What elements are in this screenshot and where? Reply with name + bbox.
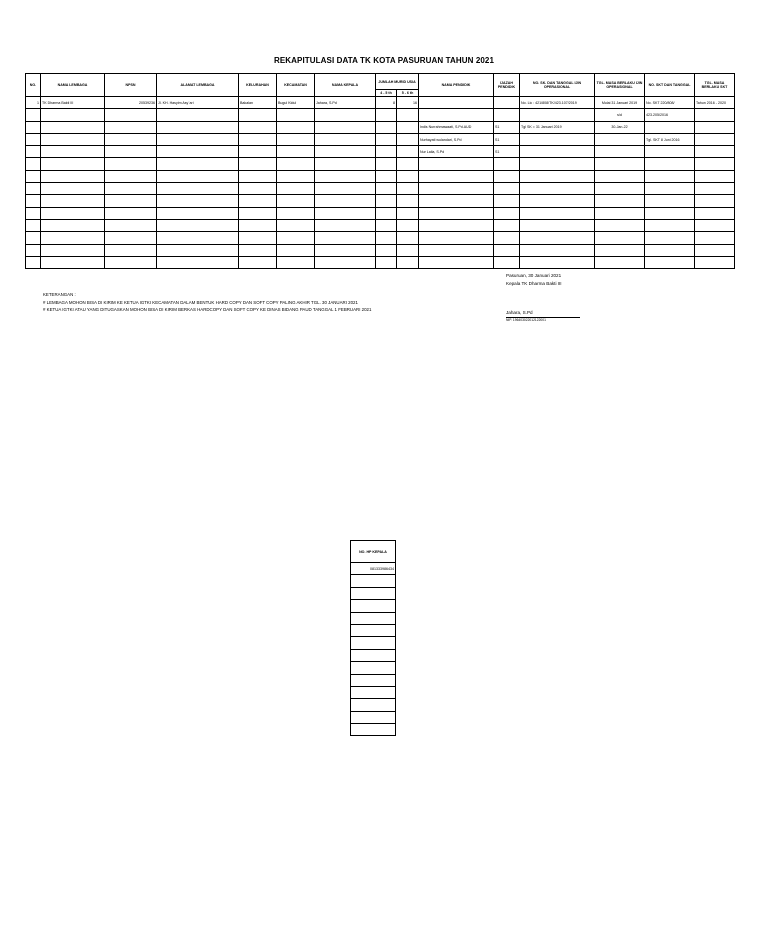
table-row — [26, 244, 735, 256]
cell-tglskt — [695, 256, 735, 268]
hp-cell — [351, 600, 396, 612]
hp-row — [351, 575, 396, 587]
cell-alamat — [157, 170, 239, 182]
cell-lembaga — [41, 244, 105, 256]
cell-a: 8 — [376, 97, 397, 109]
cell-lembaga — [41, 183, 105, 195]
cell-b — [397, 146, 419, 158]
table-row — [26, 121, 735, 133]
table-row — [26, 195, 735, 207]
cell-npsn — [105, 158, 157, 170]
cell-pendidik: Nurhayati wulandari, S.Pd — [419, 133, 494, 145]
cell-no — [26, 133, 41, 145]
cell-kelurahan — [239, 244, 277, 256]
cell-kepala — [315, 256, 376, 268]
cell-pendidik — [419, 256, 494, 268]
cell-ijazah — [494, 195, 520, 207]
cell-ijazah — [494, 232, 520, 244]
cell-lembaga — [41, 207, 105, 219]
cell-b — [397, 183, 419, 195]
cell-sk — [520, 219, 595, 231]
cell-ijazah — [494, 207, 520, 219]
cell-a — [376, 121, 397, 133]
cell-ijazah — [494, 170, 520, 182]
cell-sk — [520, 146, 595, 158]
table-row — [26, 109, 735, 121]
hp-table — [350, 540, 396, 736]
hp-cell — [351, 575, 396, 587]
cell-tglskt — [695, 146, 735, 158]
cell-a — [376, 133, 397, 145]
cell-skt — [645, 256, 695, 268]
cell-kecamatan — [277, 207, 315, 219]
cell-kecamatan: Bugul Kidul — [277, 97, 315, 109]
cell-ijazah — [494, 244, 520, 256]
cell-no — [26, 207, 41, 219]
cell-tglskt — [695, 158, 735, 170]
cell-kelurahan — [239, 158, 277, 170]
cell-kepala — [315, 207, 376, 219]
header-tgl-skt: TGL. MASA BERLAKU SKT — [695, 74, 735, 97]
cell-npsn — [105, 133, 157, 145]
cell-kelurahan — [239, 219, 277, 231]
cell-alamat — [157, 207, 239, 219]
cell-a — [376, 244, 397, 256]
cell-tglskt — [695, 219, 735, 231]
cell-masa — [595, 158, 645, 170]
cell-npsn: 20539236 — [105, 97, 157, 109]
cell-kelurahan — [239, 232, 277, 244]
cell-lembaga — [41, 109, 105, 121]
cell-sk — [520, 232, 595, 244]
cell-no — [26, 109, 41, 121]
cell-a — [376, 256, 397, 268]
cell-ijazah — [494, 109, 520, 121]
cell-kecamatan — [277, 219, 315, 231]
header-kelurahan: KELURAHAN — [239, 74, 277, 97]
cell-alamat — [157, 183, 239, 195]
header-kecamatan: KECAMATAN — [277, 74, 315, 97]
cell-no — [26, 195, 41, 207]
cell-no — [26, 158, 41, 170]
cell-sk: No. Lic : 421/808/TK/423.107/2019 — [520, 97, 595, 109]
cell-b — [397, 256, 419, 268]
signature-nip: NIP. 196403022012122001 — [506, 317, 546, 322]
cell-alamat — [157, 256, 239, 268]
cell-tglskt — [695, 121, 735, 133]
cell-npsn — [105, 195, 157, 207]
cell-lembaga: TK Dharma Bakti III — [41, 97, 105, 109]
cell-npsn — [105, 121, 157, 133]
cell-ijazah — [494, 219, 520, 231]
cell-a — [376, 207, 397, 219]
cell-no: 1 — [26, 97, 41, 109]
hp-row — [351, 637, 396, 649]
cell-npsn — [105, 109, 157, 121]
cell-lembaga — [41, 256, 105, 268]
cell-lembaga — [41, 170, 105, 182]
cell-kelurahan — [239, 256, 277, 268]
hp-row — [351, 711, 396, 723]
signature-position: Kepala TK Dharma Bakti III — [506, 280, 562, 286]
cell-masa: Mulai 31 Januari 2019 — [595, 97, 645, 109]
cell-sk — [520, 133, 595, 145]
cell-kecamatan — [277, 256, 315, 268]
cell-skt — [645, 207, 695, 219]
hp-row — [351, 662, 396, 674]
cell-a — [376, 170, 397, 182]
table-row — [26, 183, 735, 195]
cell-masa: s/d — [595, 109, 645, 121]
table-row — [26, 256, 735, 268]
hp-cell — [351, 637, 396, 649]
cell-masa: 30-Jan-22 — [595, 121, 645, 133]
hp-cell — [351, 662, 396, 674]
cell-b — [397, 244, 419, 256]
cell-pendidik — [419, 109, 494, 121]
cell-alamat — [157, 109, 239, 121]
cell-kelurahan: Bakalan — [239, 97, 277, 109]
cell-sk — [520, 109, 595, 121]
cell-npsn — [105, 183, 157, 195]
cell-pendidik — [419, 158, 494, 170]
signature-name: Jahara, S.Pd — [506, 309, 580, 318]
cell-no — [26, 146, 41, 158]
cell-skt: Tgl. SKT 8 Juni 2016 — [645, 133, 695, 145]
cell-masa — [595, 207, 645, 219]
signature-block — [506, 272, 580, 323]
header-nama-pendidik: NAMA PENDIDIK — [419, 74, 494, 97]
cell-masa — [595, 195, 645, 207]
header-no: NO. — [26, 74, 41, 97]
hp-cell — [351, 624, 396, 636]
cell-masa — [595, 133, 645, 145]
cell-kecamatan — [277, 232, 315, 244]
cell-ijazah — [494, 183, 520, 195]
notes-section — [43, 291, 371, 314]
hp-row — [351, 563, 396, 575]
cell-kelurahan — [239, 207, 277, 219]
cell-alamat — [157, 244, 239, 256]
table-row — [26, 146, 735, 158]
cell-kepala — [315, 183, 376, 195]
header-nama-lembaga: NAMA LEMBAGA — [41, 74, 105, 97]
cell-pendidik — [419, 195, 494, 207]
cell-masa — [595, 219, 645, 231]
cell-a — [376, 183, 397, 195]
hp-cell — [351, 724, 396, 736]
cell-skt — [645, 244, 695, 256]
cell-pendidik — [419, 232, 494, 244]
cell-no — [26, 170, 41, 182]
cell-npsn — [105, 207, 157, 219]
cell-npsn — [105, 232, 157, 244]
cell-npsn — [105, 219, 157, 231]
header-usia-4-5: 4 - 5 th — [376, 90, 397, 97]
cell-pendidik — [419, 170, 494, 182]
cell-b — [397, 232, 419, 244]
hp-cell — [351, 711, 396, 723]
cell-kepala: Jahara, S.Pd — [315, 97, 376, 109]
table-row — [26, 207, 735, 219]
cell-tglskt — [695, 232, 735, 244]
cell-npsn — [105, 256, 157, 268]
hp-cell — [351, 699, 396, 711]
page-title: REKAPITULASI DATA TK KOTA PASURUAN TAHUN 2021 — [273, 56, 495, 65]
cell-kelurahan — [239, 170, 277, 182]
header-usia-5-6: 5 - 6 th — [397, 90, 419, 97]
cell-kecamatan — [277, 158, 315, 170]
header-jumlah-murid: JUMLAH MURID USIA — [376, 74, 419, 90]
cell-tglskt: Tahun 2016 - 2020 — [695, 97, 735, 109]
cell-skt — [645, 183, 695, 195]
cell-alamat — [157, 133, 239, 145]
header-no-skt: NO. SKT DAN TANGGAL — [645, 74, 695, 97]
cell-kepala — [315, 121, 376, 133]
hp-row — [351, 649, 396, 661]
cell-sk — [520, 158, 595, 170]
cell-lembaga — [41, 195, 105, 207]
cell-b: 16 — [397, 97, 419, 109]
cell-tglskt — [695, 133, 735, 145]
cell-no — [26, 121, 41, 133]
cell-b — [397, 121, 419, 133]
cell-kepala — [315, 195, 376, 207]
header-ijazah: IJAZAH PENDIDIK — [494, 74, 520, 97]
hp-row — [351, 699, 396, 711]
cell-kelurahan — [239, 146, 277, 158]
table-row — [26, 170, 735, 182]
hp-row — [351, 624, 396, 636]
cell-b — [397, 109, 419, 121]
cell-npsn — [105, 170, 157, 182]
cell-alamat — [157, 158, 239, 170]
cell-ijazah — [494, 158, 520, 170]
notes-label: KETERANGAN : — [43, 292, 76, 297]
cell-a — [376, 146, 397, 158]
cell-masa — [595, 183, 645, 195]
cell-alamat — [157, 232, 239, 244]
cell-b — [397, 207, 419, 219]
cell-sk — [520, 207, 595, 219]
header-nama-kepala: NAMA KEPALA — [315, 74, 376, 97]
hp-row — [351, 674, 396, 686]
signature-place-date: Pasuruan, 30 Januari 2021 — [506, 273, 562, 278]
cell-masa — [595, 170, 645, 182]
cell-kelurahan — [239, 121, 277, 133]
cell-masa — [595, 256, 645, 268]
hp-cell — [351, 612, 396, 624]
hp-row — [351, 587, 396, 599]
cell-no — [26, 219, 41, 231]
cell-no — [26, 244, 41, 256]
cell-pendidik — [419, 183, 494, 195]
cell-lembaga — [41, 121, 105, 133]
hp-header: NO. HP KEPALA — [351, 541, 396, 563]
cell-tglskt — [695, 183, 735, 195]
cell-skt: 423.205/2016 — [645, 109, 695, 121]
cell-kecamatan — [277, 121, 315, 133]
cell-lembaga — [41, 158, 105, 170]
cell-ijazah: S1 — [494, 133, 520, 145]
cell-kecamatan — [277, 183, 315, 195]
cell-pendidik — [419, 244, 494, 256]
cell-tglskt — [695, 195, 735, 207]
cell-pendidik — [419, 207, 494, 219]
cell-tglskt — [695, 109, 735, 121]
cell-lembaga — [41, 146, 105, 158]
cell-kepala — [315, 109, 376, 121]
header-tgl-masa: TGL. MASA BERLAKU IJIN OPERASIONAL — [595, 74, 645, 97]
cell-kecamatan — [277, 133, 315, 145]
cell-pendidik: Nur Laila, S.Pd — [419, 146, 494, 158]
hp-cell — [351, 686, 396, 698]
cell-kelurahan — [239, 195, 277, 207]
header-alamat: ALAMAT LEMBAGA — [157, 74, 239, 97]
cell-kelurahan — [239, 183, 277, 195]
cell-skt — [645, 121, 695, 133]
hp-cell — [351, 649, 396, 661]
cell-kecamatan — [277, 170, 315, 182]
notes-line-1: # LEMBAGA MOHON BISA DI KIRIM KE KETUA IGTKI KECAMATAN DALAM BENTUK HARD COPY DAN SOFT COPY PALING AKHIR TGL. 30 JANUARI 2021 — [43, 299, 358, 305]
cell-alamat — [157, 121, 239, 133]
cell-kecamatan — [277, 244, 315, 256]
cell-skt: No. SKT 220/808/ — [645, 97, 695, 109]
cell-tglskt — [695, 170, 735, 182]
cell-sk — [520, 195, 595, 207]
hp-row — [351, 724, 396, 736]
cell-ijazah: S1 — [494, 146, 520, 158]
cell-alamat: Jl. KH. Hasyim Asy`ari — [157, 97, 239, 109]
cell-sk — [520, 183, 595, 195]
cell-masa — [595, 146, 645, 158]
cell-alamat — [157, 146, 239, 158]
cell-b — [397, 158, 419, 170]
cell-pendidik: Indis Nurrahmawaati, S.Pd.AUD — [419, 121, 494, 133]
cell-kelurahan — [239, 133, 277, 145]
cell-b — [397, 195, 419, 207]
cell-a — [376, 232, 397, 244]
cell-skt — [645, 232, 695, 244]
table-row — [26, 158, 735, 170]
cell-kelurahan — [239, 109, 277, 121]
cell-skt — [645, 219, 695, 231]
cell-b — [397, 219, 419, 231]
cell-no — [26, 183, 41, 195]
cell-pendidik — [419, 97, 494, 109]
cell-ijazah — [494, 256, 520, 268]
cell-sk — [520, 244, 595, 256]
cell-kecamatan — [277, 109, 315, 121]
recap-table — [25, 73, 735, 269]
table-row — [26, 232, 735, 244]
cell-sk: Tgl SK = 31 Januari 2019 — [520, 121, 595, 133]
cell-a — [376, 195, 397, 207]
hp-row — [351, 600, 396, 612]
cell-alamat — [157, 195, 239, 207]
cell-kepala — [315, 146, 376, 158]
notes-line-2: # KETUA IGTKI ATAU YANG DITUGASKAN MOHON BISA DI KIRIM BERKAS HARDCOPY DAN SOFT COPY KE DINAS BIDANG PAUD TANGGAL 1 FEBRUARI 2021 — [43, 307, 372, 312]
cell-skt — [645, 158, 695, 170]
table-row — [26, 133, 735, 145]
cell-kepala — [315, 244, 376, 256]
cell-kepala — [315, 158, 376, 170]
cell-kepala — [315, 133, 376, 145]
cell-kepala — [315, 232, 376, 244]
cell-lembaga — [41, 232, 105, 244]
cell-sk — [520, 170, 595, 182]
cell-lembaga — [41, 133, 105, 145]
cell-a — [376, 109, 397, 121]
cell-b — [397, 133, 419, 145]
cell-kecamatan — [277, 195, 315, 207]
cell-a — [376, 158, 397, 170]
hp-cell — [351, 674, 396, 686]
header-no-sk: NO. SK. DAN TANGGAL IJIN OPERASIONAL — [520, 74, 595, 97]
cell-a — [376, 219, 397, 231]
table-row — [26, 219, 735, 231]
cell-no — [26, 256, 41, 268]
cell-npsn — [105, 244, 157, 256]
cell-ijazah — [494, 97, 520, 109]
cell-sk — [520, 256, 595, 268]
cell-kecamatan — [277, 146, 315, 158]
cell-npsn — [105, 146, 157, 158]
cell-b — [397, 170, 419, 182]
cell-tglskt — [695, 207, 735, 219]
cell-pendidik — [419, 219, 494, 231]
header-npsn: NPSN — [105, 74, 157, 97]
cell-skt — [645, 170, 695, 182]
hp-row — [351, 612, 396, 624]
cell-kepala — [315, 219, 376, 231]
hp-cell — [351, 587, 396, 599]
cell-alamat — [157, 219, 239, 231]
cell-masa — [595, 244, 645, 256]
cell-masa — [595, 232, 645, 244]
cell-kepala — [315, 170, 376, 182]
cell-skt — [645, 146, 695, 158]
cell-tglskt — [695, 244, 735, 256]
cell-lembaga — [41, 219, 105, 231]
cell-ijazah: S1 — [494, 121, 520, 133]
hp-cell: 081333986434 — [351, 563, 396, 575]
table-row — [26, 97, 735, 109]
hp-row — [351, 686, 396, 698]
cell-no — [26, 232, 41, 244]
cell-skt — [645, 195, 695, 207]
